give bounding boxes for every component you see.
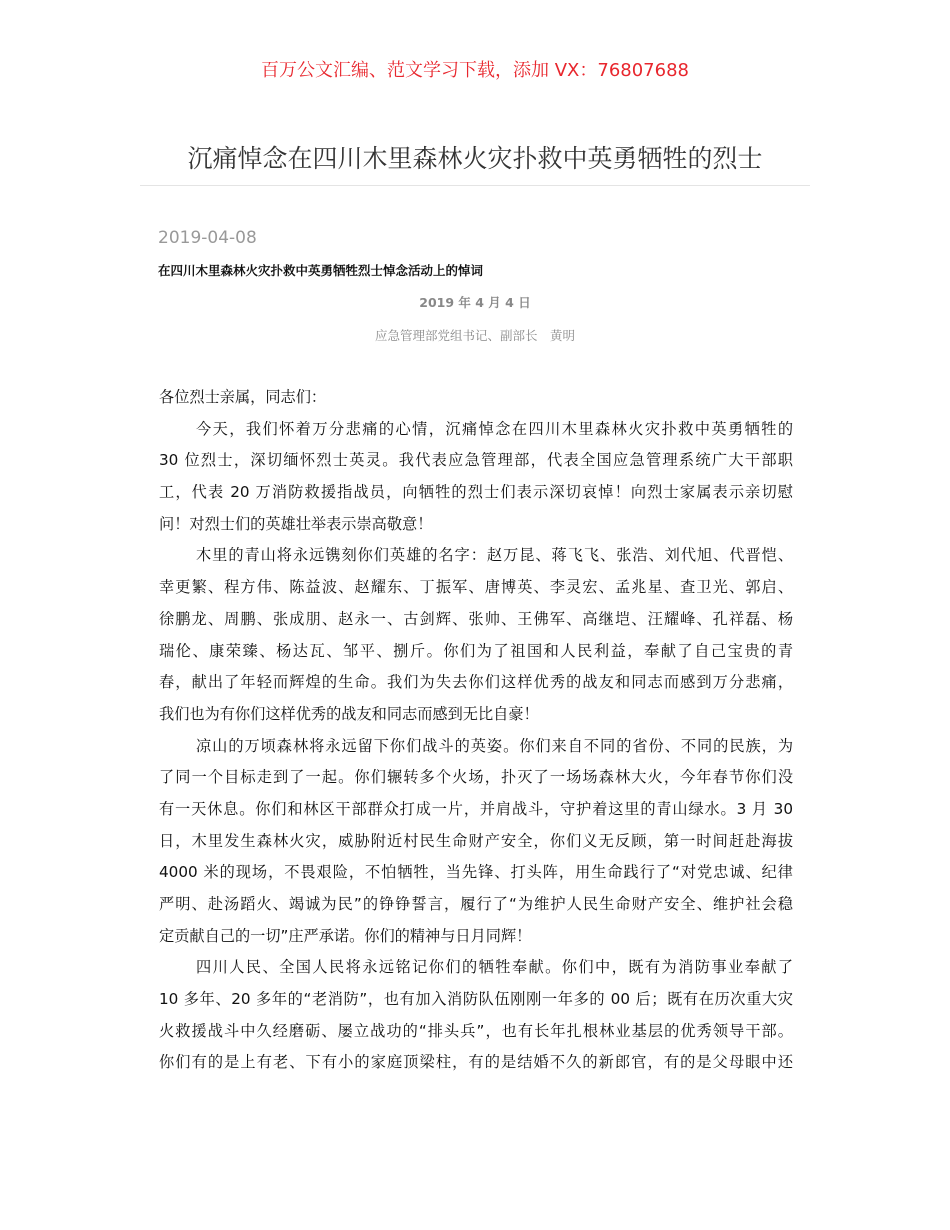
paragraph-line: 问！对烈士们的英雄壮举表示崇高敬意！ [159,514,433,533]
paragraph-line: 有一天休息。你们和林区干部群众打成一片，并肩战斗，守护着这里的青山绿水。3 月 30 [159,799,793,818]
document-subtitle: 在四川木里森林火灾扑救中英勇牺牲烈士悼念活动上的悼词 [158,263,484,278]
speech-date: 2019 年 4 月 4 日 [419,295,531,310]
paragraph-line: 火救援战斗中久经磨砺、屡立战功的“排头兵”，也有长年扎根林业基层的优秀领导干部。 [159,1021,793,1040]
author-line: 应急管理部党组书记、副部长 黄明 [374,328,575,343]
paragraph-line: 幸更繁、程方伟、陈益波、赵耀东、丁振军、唐博英、李灵宏、孟兆星、查卫光、郭启、 [159,578,793,597]
paragraph-line: 日，木里发生森林火灾，威胁附近村民生命财产安全，你们义无反顾，第一时间赶赴海拔 [159,831,793,850]
paragraph-line: 10 多年、20 多年的“老消防”，也有加入消防队伍刚刚一年多的 00 后；既有在历次重大灾 [159,990,793,1009]
paragraph-line: 严明、赴汤蹈火、竭诚为民”的铮铮誓言，履行了“为维护人民生命财产安全、维护社会稳 [159,895,793,913]
paragraph-line: 春，献出了年轻而辉煌的生命。我们为失去你们这样优秀的战友和同志而感到万分悲痛， [159,673,793,692]
paragraph-line: 今天，我们怀着万分悲痛的心情，沉痛悼念在四川木里森林火灾扑救中英勇牺牲的 [196,419,793,438]
paragraph-line: 各位烈士亲属，同志们： [159,388,327,406]
paragraph [159,734,793,956]
title-divider [140,185,810,186]
paragraph [159,385,793,417]
promo-banner: 百万公文汇编、范文学习下载，添加 VX：76807688 [261,60,689,81]
paragraph-line: 瑞伦、康荣臻、杨达瓦、邹平、捌斤。你们为了祖国和人民利益，奉献了自己宝贵的青 [159,641,793,660]
paragraph [159,543,793,733]
paragraph-line: 4000 米的现场，不畏艰险，不怕牺牲，当先锋、打头阵，用生命践行了“对党忠诚、纪律 [159,863,793,882]
publish-date: 2019-04-08 [158,228,257,248]
paragraph [159,955,793,1082]
paragraph-line: 四川人民、全国人民将永远铭记你们的牺牲奉献。你们中，既有为消防事业奉献了 [196,958,793,977]
paragraph-line: 30 位烈士，深切缅怀烈士英灵。我代表应急管理部，代表全国应急管理系统广大干部职 [159,451,793,470]
paragraph-line: 徐鹏龙、周鹏、张成朋、赵永一、古剑辉、张帅、王佛军、高继垲、汪耀峰、孔祥磊、杨 [159,609,793,628]
page-title: 沉痛悼念在四川木里森林火灾扑救中英勇牺牲的烈士 [187,144,763,173]
paragraph-line: 凉山的万顷森林将永远留下你们战斗的英姿。你们来自不同的省份、不同的民族，为 [196,736,793,755]
paragraph-line: 工，代表 20 万消防救援指战员，向牺牲的烈士们表示深切哀悼！向烈士家属表示亲切慰 [159,483,793,502]
paragraph-line: 木里的青山将永远镌刻你们英雄的名字：赵万昆、蒋飞飞、张浩、刘代旭、代晋恺、 [196,546,793,565]
paragraph-line: 你们有的是上有老、下有小的家庭顶梁柱，有的是结婚不久的新郎官，有的是父母眼中还 [159,1053,793,1072]
article-body [159,385,793,1082]
paragraph-line: 定贡献自己的一切”庄严承诺。你们的精神与日月同辉！ [159,926,532,945]
paragraph-line: 了同一个目标走到了一起。你们辗转多个火场，扑灭了一场场森林大火，今年春节你们没 [159,768,793,787]
paragraph-line: 我们也为有你们这样优秀的战友和同志而感到无比自豪！ [159,704,539,723]
paragraph [159,417,793,544]
